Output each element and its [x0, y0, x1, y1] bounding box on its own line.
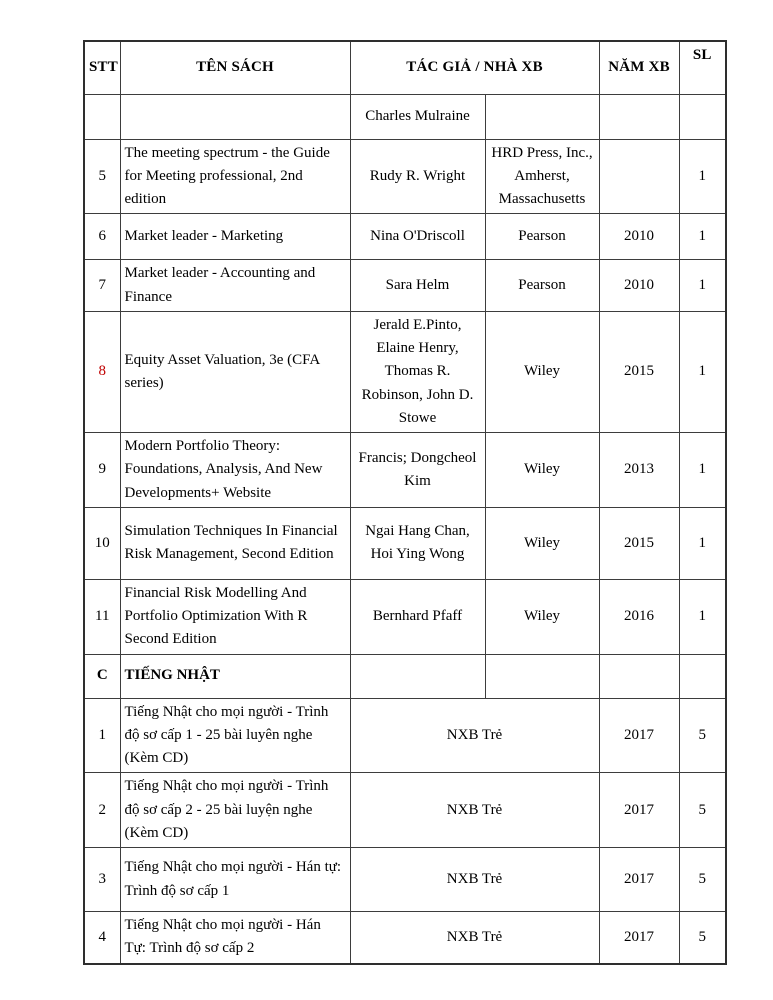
- cell-author: Francis; Dongcheol Kim: [350, 433, 485, 508]
- cell-author: Sara Helm: [350, 260, 485, 312]
- cell-stt: 1: [84, 698, 120, 773]
- cell-year: 2015: [599, 507, 679, 579]
- cell-qty: 1: [679, 214, 726, 260]
- cell-qty: 5: [679, 848, 726, 912]
- cell-year: 2010: [599, 214, 679, 260]
- cell-title: TIẾNG NHẬT: [120, 654, 350, 698]
- table-row: [84, 311, 726, 432]
- cell-stt: 6: [84, 214, 120, 260]
- cell-stt: 3: [84, 848, 120, 912]
- cell-publisher-merged: NXB Trẻ: [350, 773, 599, 848]
- cell-qty: 1: [679, 139, 726, 214]
- cell-author: Bernhard Pfaff: [350, 579, 485, 654]
- cell-stt: 4: [84, 912, 120, 964]
- cell-year: 2016: [599, 579, 679, 654]
- table-row: [84, 433, 726, 508]
- cell-title: Modern Portfolio Theory: Foundations, Analysis, And New Developments+ Website: [120, 433, 350, 508]
- col-header-sl: SL: [679, 41, 726, 94]
- cell-stt: [84, 94, 120, 139]
- cell-author: Nina O'Driscoll: [350, 214, 485, 260]
- cell-title: Equity Asset Valuation, 3e (CFA series): [120, 311, 350, 432]
- table-row: [84, 698, 726, 773]
- cell-title: Tiếng Nhật cho mọi người - Hán tự: Trình độ sơ cấp 1: [120, 848, 350, 912]
- cell-title: The meeting spectrum - the Guide for Meeting professional, 2nd edition: [120, 139, 350, 214]
- cell-author: Jerald E.Pinto, Elaine Henry, Thomas R. Robinson, John D. Stowe: [350, 311, 485, 432]
- table-row: [84, 912, 726, 964]
- cell-publisher: Wiley: [485, 433, 599, 508]
- table-row: [84, 507, 726, 579]
- cell-stt: 8: [84, 311, 120, 432]
- col-header-stt: STT: [84, 41, 120, 94]
- cell-qty: 1: [679, 507, 726, 579]
- cell-qty: [679, 654, 726, 698]
- col-header-ten-sach: TÊN SÁCH: [120, 41, 350, 94]
- cell-publisher-merged: NXB Trẻ: [350, 848, 599, 912]
- cell-qty: 5: [679, 698, 726, 773]
- table-row: [84, 773, 726, 848]
- table-body: [84, 94, 726, 964]
- table-row: [84, 579, 726, 654]
- cell-publisher: [485, 94, 599, 139]
- cell-title: Tiếng Nhật cho mọi người - Trình độ sơ cấp 2 - 25 bài luyện nghe (Kèm CD): [120, 773, 350, 848]
- cell-qty: 5: [679, 773, 726, 848]
- cell-title: Tiếng Nhật cho mọi người - Hán Tự: Trình độ sơ cấp 2: [120, 912, 350, 964]
- cell-title: Tiếng Nhật cho mọi người - Trình độ sơ cấp 1 - 25 bài luyên nghe (Kèm CD): [120, 698, 350, 773]
- cell-year: [599, 654, 679, 698]
- cell-year: 2017: [599, 912, 679, 964]
- col-header-tac-gia-nha-xb: TÁC GIẢ / NHÀ XB: [350, 41, 599, 94]
- cell-year: [599, 139, 679, 214]
- cell-publisher: Wiley: [485, 311, 599, 432]
- cell-author: Rudy R. Wright: [350, 139, 485, 214]
- cell-stt: 7: [84, 260, 120, 312]
- cell-title: Simulation Techniques In Financial Risk Management, Second Edition: [120, 507, 350, 579]
- cell-qty: 1: [679, 260, 726, 312]
- cell-year: 2010: [599, 260, 679, 312]
- col-header-nam-xb: NĂM XB: [599, 41, 679, 94]
- cell-publisher: HRD Press, Inc., Amherst, Massachusetts: [485, 139, 599, 214]
- table-row: [84, 260, 726, 312]
- cell-year: 2017: [599, 848, 679, 912]
- book-list-table: [83, 40, 727, 965]
- cell-qty: 1: [679, 311, 726, 432]
- cell-publisher: Wiley: [485, 579, 599, 654]
- table-row: [84, 848, 726, 912]
- cell-publisher: Pearson: [485, 214, 599, 260]
- cell-author: [350, 654, 485, 698]
- cell-publisher-merged: NXB Trẻ: [350, 698, 599, 773]
- cell-qty: 1: [679, 579, 726, 654]
- cell-stt: 9: [84, 433, 120, 508]
- cell-year: 2013: [599, 433, 679, 508]
- cell-publisher: [485, 654, 599, 698]
- cell-year: 2015: [599, 311, 679, 432]
- cell-qty: [679, 94, 726, 139]
- cell-year: [599, 94, 679, 139]
- cell-stt: 11: [84, 579, 120, 654]
- table-row: [84, 214, 726, 260]
- cell-publisher: Pearson: [485, 260, 599, 312]
- cell-title: Financial Risk Modelling And Portfolio Optimization With R Second Edition: [120, 579, 350, 654]
- table-row: [84, 139, 726, 214]
- table-row: [84, 94, 726, 139]
- cell-year: 2017: [599, 698, 679, 773]
- section-row: [84, 654, 726, 698]
- cell-stt: 2: [84, 773, 120, 848]
- cell-stt: 5: [84, 139, 120, 214]
- cell-title: Market leader - Accounting and Finance: [120, 260, 350, 312]
- cell-qty: 1: [679, 433, 726, 508]
- cell-author: Ngai Hang Chan, Hoi Ying Wong: [350, 507, 485, 579]
- cell-publisher-merged: NXB Trẻ: [350, 912, 599, 964]
- cell-stt: 10: [84, 507, 120, 579]
- cell-title: Market leader - Marketing: [120, 214, 350, 260]
- cell-publisher: Wiley: [485, 507, 599, 579]
- cell-stt: C: [84, 654, 120, 698]
- cell-year: 2017: [599, 773, 679, 848]
- cell-author: Charles Mulraine: [350, 94, 485, 139]
- table-header-row: [84, 41, 726, 94]
- cell-qty: 5: [679, 912, 726, 964]
- cell-title: [120, 94, 350, 139]
